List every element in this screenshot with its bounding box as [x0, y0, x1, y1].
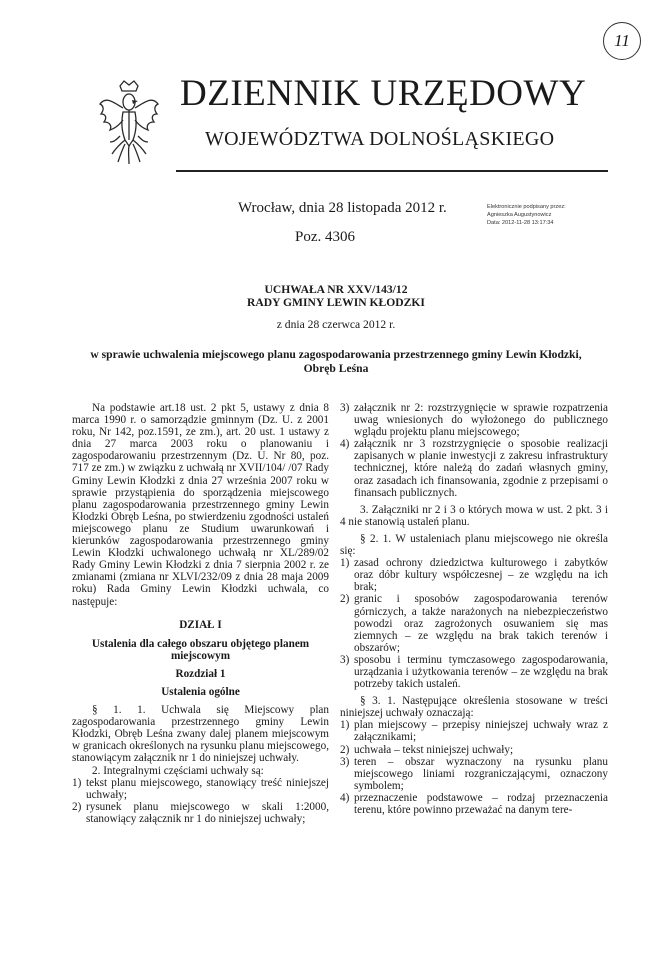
place-date: Wrocław, dnia 28 listopada 2012 r.: [238, 200, 447, 216]
list-item-text: przeznaczenie podstawowe – rodzaj przeznaczenia terenu, które powinno przeważać na danym tere-: [354, 791, 608, 816]
esign-date: Data: 2012-11-28 13:17:34: [487, 220, 554, 227]
list-item-number: 3): [340, 755, 350, 768]
list-item-text: załącznik nr 2: rozstrzygnięcie w sprawie rozpatrzenia uwag wniesionych do wyłożonego do publicznego wglądu projektu planu miejscowego;: [354, 402, 608, 439]
list-item-text: tekst planu miejscowego, stanowiący treść niniejszej uchwały;: [86, 776, 329, 801]
list-item: [340, 744, 608, 756]
esign-line: Elektronicznie podpisany przez:: [487, 204, 566, 210]
list-item-number: 2): [340, 743, 350, 756]
section-3-intro: § 3. 1. Następujące określenia stosowane w treści niniejszej uchwały oznaczają:: [340, 695, 608, 720]
division-heading: DZIAŁ I: [179, 618, 222, 631]
list-item: [340, 792, 608, 816]
left-column: [72, 402, 329, 825]
resolution-subject: [70, 348, 602, 375]
handwritten-page-number: 11: [603, 22, 641, 60]
journal-title: DZIENNIK URZĘDOWY: [180, 73, 587, 114]
list-item-number: 2): [340, 593, 350, 606]
header-divider: [176, 170, 608, 172]
list-item-text: sposobu i terminu tymczasowego zagospodarowania, urządzania i użytkowania terenów – ze względu na brak potrzeby takich ustaleń.: [354, 653, 608, 691]
list-item: [340, 756, 608, 792]
resolution-title: [150, 283, 522, 309]
list-item-number: 1): [340, 557, 350, 570]
list-item-text: granic i sposobów zagospodarowania terenów górniczych, a także narażonych na niebezpieczeństwo powodzi oraz zagrożonych osuwaniem się mas ziemnych – ze względu na brak takich terenów i obszarów;: [354, 593, 608, 654]
position-number: Poz. 4306: [295, 229, 355, 245]
list-item: [340, 402, 608, 438]
list-item-number: 3): [340, 653, 350, 666]
list-item: [340, 654, 608, 690]
preamble: Na podstawie art.18 ust. 2 pkt 5, ustawy z dnia 8 marca 1990 r. o samorządzie gminnym (Dz. U. z 2001 roku, Nr 142, poz.1591, ze zm.), art. 20 ust. 1 ustawy z dnia 27 marca 2003 roku o planowaniu i zagospodarowaniu przestrzennym (Dz. U. Nr 80, poz. 717 ze zm.) w związku z uchwałą nr XVII/104/ /07 Rady Gminy Lewin Kłodzki z dnia 27 września 2007 roku w sprawie przystąpienia do sporządzenia miejscowego planu zagospodarowania przestrzennego gminy Lewin Kłodzki Obręb Leśna, po stwierdzeniu zgodności ustaleń miejscowego planu ze Studium uwarunkowań i kierunków zagospodarowania przestrzennego gminy Lewin Kłodzki uchwalonego uchwałą nr XL/289/02 Rady Gminy Lewin Kłodzki z dnia 7 sierpnia 2002 r. ze zmianami (zmiana nr XLVI/232/09 z dnia 28 maja 2009 roku) Rada Gminy Lewin Kłodzki uchwala, co następuje:: [72, 402, 329, 608]
resolution-number: UCHWAŁA NR XXV/143/12: [264, 283, 408, 296]
list-item-text: teren – obszar wyznaczony na rysunku planu miejscowego liniami rozgraniczającymi, oznaczony symbolem;: [354, 755, 608, 792]
resolution-council: RADY GMINY LEWIN KŁODZKI: [247, 296, 425, 309]
list-item-number: 4): [340, 438, 350, 451]
electronic-signature-note: [487, 203, 566, 228]
chapter-heading: Rozdział 1: [175, 667, 226, 680]
resolution-subject-line: w sprawie uchwalenia miejscowego planu zagospodarowania przestrzennego gminy Lewin Kłodzki,: [90, 348, 582, 361]
list-item: [340, 557, 608, 593]
right-column: [340, 402, 608, 816]
division-title: Ustalenia dla całego obszaru objętego planem miejscowym: [91, 637, 310, 662]
list-item-text: załącznik nr 3 rozstrzygnięcie o sposobie realizacji zapisanych w planie inwestycji z zakresu infrastruktury technicznej, które należą do zadań własnych gminy, oraz zasadach ich finansowania, zgodnie z przepisami o finansach publicznych.: [354, 438, 608, 499]
list-item-text: rysunek planu miejscowego w skali 1:2000, stanowiący załącznik nr 1 do niniejszej uchwały;: [86, 800, 329, 825]
section-1-paragraph-1: § 1. 1. Uchwala się Miejscowy plan zagospodarowania przestrzennego gminy Lewin Kłodzki, Obręb Leśna zwany dalej planem miejscowym w granicach określonych na rysunku planu miejscowego, stanowiącym załącznik nr 1 do niniejszej uchwały.: [72, 704, 329, 765]
list-item-text: uchwała – tekst niniejszej uchwały;: [354, 743, 514, 756]
list-item-number: 4): [340, 791, 350, 804]
list-item: [340, 719, 608, 743]
list-item-text: plan miejscowy – przepisy niniejszej uchwały wraz z załącznikami;: [354, 719, 608, 744]
list-item-number: 2): [72, 800, 82, 813]
section-1-paragraph-2: 2. Integralnymi częściami uchwały są:: [92, 764, 264, 777]
list-item: [340, 593, 608, 653]
section-1-paragraph-3: 3. Załączniki nr 2 i 3 o których mowa w ust. 2 pkt. 3 i 4 nie stanowią ustaleń planu.: [340, 503, 608, 528]
journal-subtitle: WOJEWÓDZTWA DOLNOŚLĄSKIEGO: [205, 128, 555, 150]
list-item: [340, 438, 608, 498]
resolution-date: z dnia 28 czerwca 2012 r.: [276, 318, 396, 331]
list-item-number: 1): [72, 776, 82, 789]
list-item: [72, 777, 329, 801]
esign-signer: Agnieszka Augustynowicz: [487, 212, 552, 219]
list-item-number: 1): [340, 719, 350, 732]
list-item-text: zasad ochrony dziedzictwa kulturowego i zabytków oraz dóbr kultury współczesnej – ze względu na ich brak;: [354, 557, 608, 594]
polish-eagle-emblem-icon: [98, 78, 160, 168]
list-item-number: 3): [340, 402, 350, 414]
resolution-subject-line: Obręb Leśna: [303, 361, 369, 375]
chapter-title: Ustalenia ogólne: [161, 685, 240, 698]
section-2-intro: § 2. 1. W ustaleniach planu miejscowego nie określa się:: [340, 532, 608, 558]
list-item: [72, 801, 329, 825]
